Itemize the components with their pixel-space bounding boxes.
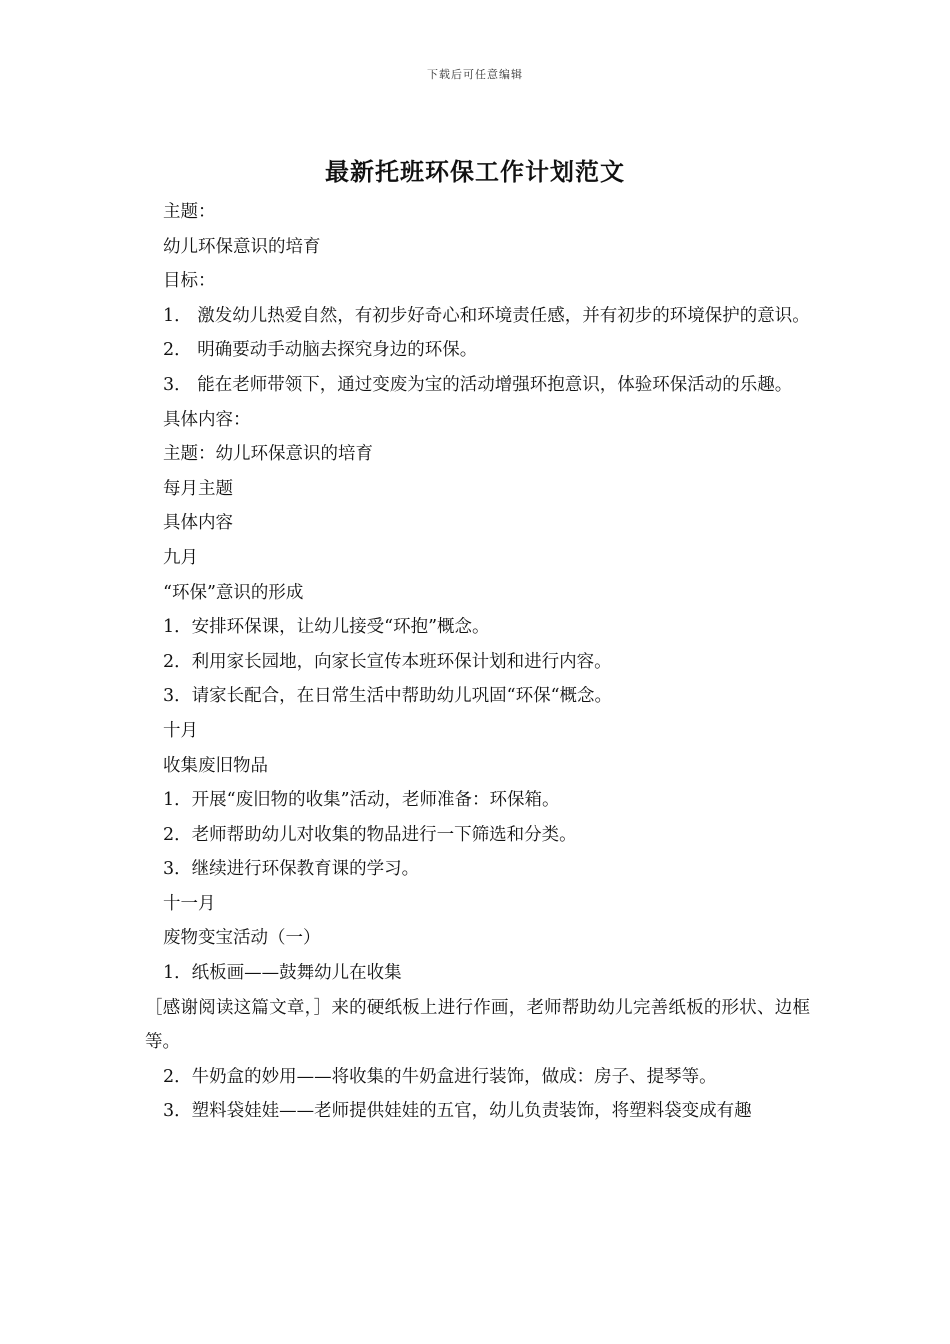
document-body [145, 195, 810, 1129]
paragraph-topic: 幼儿环保意识的培育 [163, 236, 321, 257]
paragraph-september-item-1: 1．安排环保课，让幼儿接受“环抱”概念。 [163, 617, 490, 638]
paragraph-goal-2: 2． 明确要动手动脑去探究身边的环保。 [163, 340, 478, 361]
paragraph-november: 十一月 [163, 893, 216, 914]
paragraph-content-label: 具体内容： [163, 409, 251, 430]
paragraph-september: 九月 [163, 547, 198, 568]
paragraph-monthly-theme: 每月主题 [163, 478, 233, 499]
paragraph-november-theme: 废物变宝活动（一） [163, 928, 321, 949]
document-title: 最新托班环保工作计划范文 [325, 157, 625, 186]
paragraph-topic-label: 主题： [163, 202, 216, 222]
paragraph-october-item-3: 3．继续进行环保教育课的学习。 [163, 859, 420, 880]
paragraph-october-item-2: 2．老师帮助幼儿对收集的物品进行一下筛选和分类。 [163, 824, 577, 845]
paragraph-goal-label: 目标： [163, 271, 216, 292]
paragraph-november-item-1-cont: ［感谢阅读这篇文章，］来的硬纸板上进行作画，老师帮助幼儿完善纸板的形状、边框等。 [145, 997, 810, 1053]
paragraph-november-item-3: 3．塑料袋娃娃——老师提供娃娃的五官，幼儿负责装饰，将塑料袋变成有趣 [163, 1101, 752, 1122]
paragraph-november-item-2: 2．牛奶盒的妙用——将收集的牛奶盒进行装饰，做成：房子、提琴等。 [163, 1066, 717, 1087]
paragraph-october-item-1: 1．开展“废旧物的收集”活动，老师准备：环保箱。 [163, 790, 560, 811]
paragraph-september-theme: “环保”意识的形成 [163, 582, 304, 603]
paragraph-november-item-1: 1．纸板画——鼓舞幼儿在收集 [163, 963, 402, 984]
paragraph-september-item-3: 3．请家长配合，在日常生活中帮助幼儿巩固“环保“概念。 [163, 686, 613, 707]
paragraph-specific-content: 具体内容 [163, 513, 233, 534]
paragraph-october-theme: 收集废旧物品 [163, 755, 268, 776]
paragraph-goal-1: 1． 激发幼儿热爱自然，有初步好奇心和环境责任感，并有初步的环境保护的意识。 [163, 305, 810, 326]
paragraph-october: 十月 [163, 720, 198, 741]
paragraph-september-item-2: 2．利用家长园地，向家长宣传本班环保计划和进行内容。 [163, 651, 612, 672]
page-header: 下载后可任意编辑 [427, 68, 523, 81]
paragraph-goal-3: 3． 能在老师带领下，通过变废为宝的活动增强环抱意识，体验环保活动的乐趣。 [163, 374, 793, 395]
paragraph-content-topic: 主题：幼儿环保意识的培育 [163, 444, 373, 465]
